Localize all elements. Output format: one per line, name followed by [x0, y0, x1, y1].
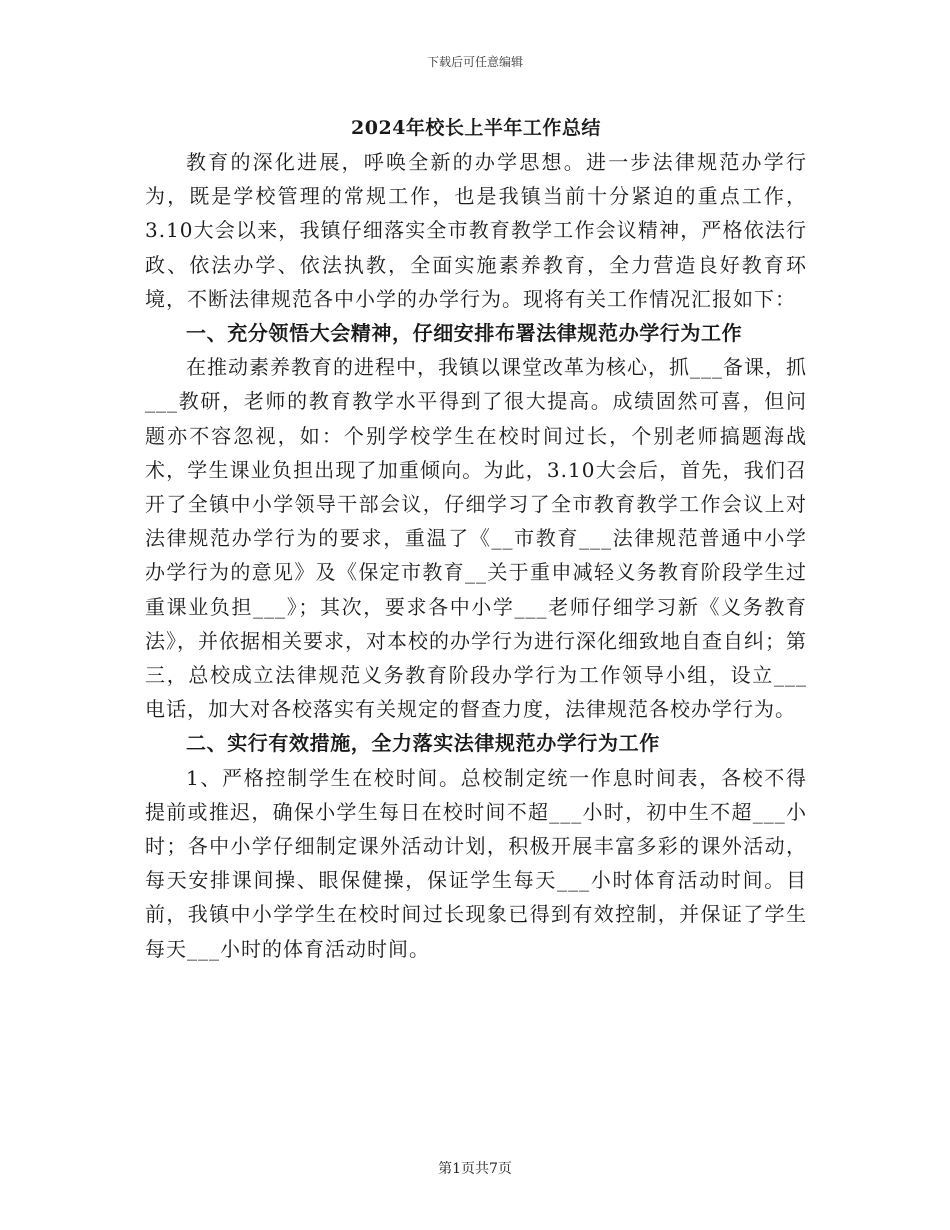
- section-1-paragraph: 在推动素养教育的进程中，我镇以课堂改革为核心，抓___备课，抓___教研，老师的教育教学水平得到了很大提高。成绩固然可喜，但问题亦不容忽视，如：个别学校学生在校时间过长，个别老师搞题海战术，学生课业负担出现了加重倾向。为此，3.10大会后，首先，我们召开了全镇中小学领导干部会议，仔细学习了全市教育教学工作会议上对法律规范办学行为的要求，重温了《__市教育___法律规范普通中小学办学行为的意见》及《保定市教育__关于重申减轻义务教育阶段学生过重课业负担___》；其次，要求各中小学___老师仔细学习新《义务教育法》，并依据相关要求，对本校的办学行为进行深化细致地自查自纠；第三，总校成立法律规范义务教育阶段办学行为工作领导小组，设立___电话，加大对各校落实有关规定的督查力度，法律规范各校办学行为。: [145, 355, 807, 722]
- section-1-heading: 一、充分领悟大会精神，仔细安排布署法律规范办学行为工作: [186, 321, 743, 346]
- document-body: [145, 112, 807, 966]
- page-header-note: 下载后可任意编辑: [426, 55, 523, 69]
- document-title: 2024年校长上半年工作总结: [351, 117, 601, 139]
- intro-paragraph: 教育的深化进展，呼唤全新的办学思想。进一步法律规范办学行为，既是学校管理的常规工作，也是我镇当前十分紧迫的重点工作，3.10大会以来，我镇仔细落实全市教育教学工作会议精神，严格依法行政、依法办学、依法执教，全面实施素养教育，全力营造良好教育环境，不断法律规范各中小学的办学行为。现将有关工作情况汇报如下：: [145, 150, 807, 311]
- page-number-footer: 第1页共7页: [438, 1161, 512, 1177]
- section-2-heading: 二、实行有效措施，全力落实法律规范办学行为工作: [186, 731, 660, 756]
- section-2-item-1-paragraph: 1、严格控制学生在校时间。总校制定统一作息时间表，各校不得提前或推迟，确保小学生每日在校时间不超___小时，初中生不超___小时；各中小学仔细制定课外活动计划，积极开展丰富多彩的课外活动，每天安排课间操、眼保健操，保证学生每天___小时体育活动时间。目前，我镇中小学学生在校时间过长现象已得到有效控制，并保证了学生每天___小时的体育活动时间。: [145, 765, 807, 961]
